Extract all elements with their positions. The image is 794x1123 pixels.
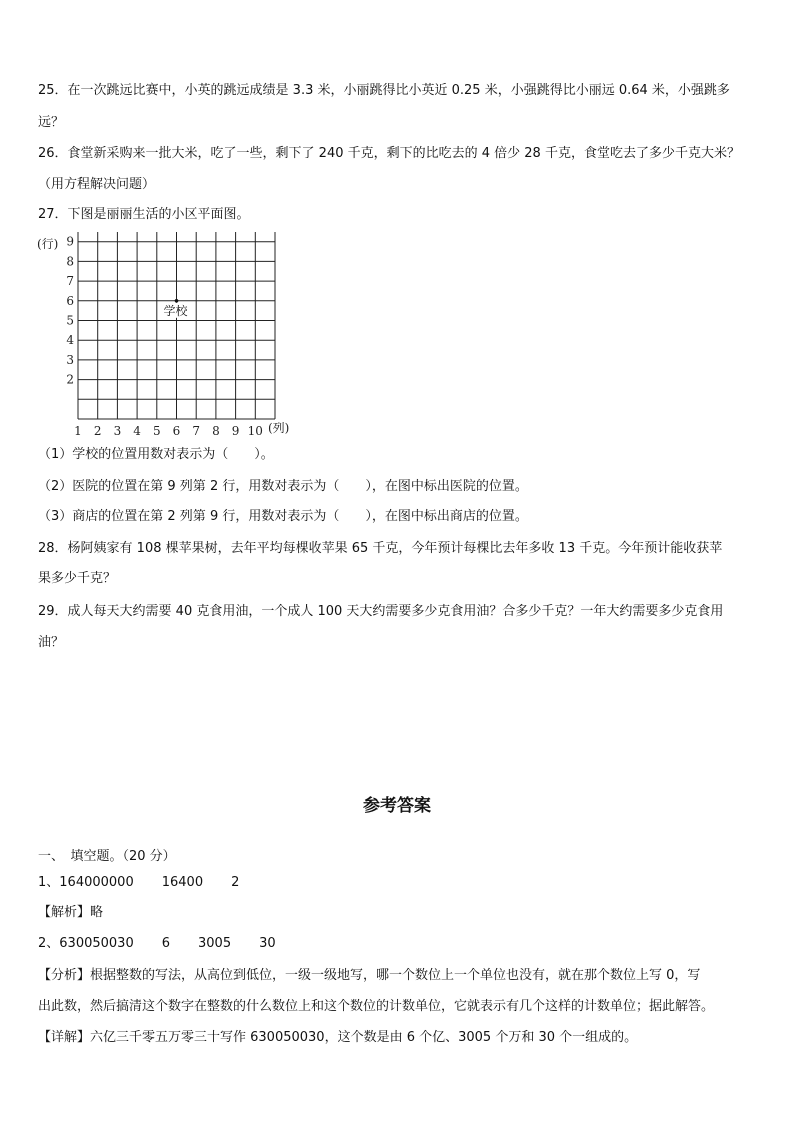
answer-1-value: 164000000 [59,875,134,890]
answer-2-value: 630050030 [59,936,134,951]
row-axis-label: (行) [37,237,59,251]
answer-1 [38,874,239,892]
col-tick-label: 10 [247,424,263,438]
q25-line1: 25．在一次跳远比赛中，小英的跳远成绩是 3.3 米，小丽跳得比小英近 0.25 米，小强跳得比小丽远 0.64 米，小强跳多 [38,83,730,98]
row-tick-label: 7 [66,274,74,289]
col-tick-label: 8 [212,424,220,438]
q28-line1: 28．杨阿姨家有 108 棵苹果树，去年平均每棵收苹果 65 千克，今年预计每棵比去年多收 13 千克。今年预计能收获苹 [38,541,723,556]
answers-title: 参考答案 [363,796,431,816]
q25-line2: 远？ [38,115,65,130]
answer-2-value: 6 [161,936,171,951]
answer-1-value: 2 [231,875,240,890]
answer-2-value: 30 [259,936,276,951]
col-tick-label: 5 [152,424,161,438]
row-tick-label: 9 [66,234,74,249]
col-axis-label: (列) [268,421,290,435]
q28-line2: 果多少千克？ [38,571,117,586]
answer-1-analysis: 【解析】略 [38,905,104,920]
col-tick-label: 4 [133,424,141,438]
q26-line2: （用方程解决问题） [38,177,156,192]
answer-1-label: 1、 [38,875,60,890]
col-tick-label: 2 [93,424,102,438]
row-tick-label: 4 [66,333,74,348]
col-tick-label: 7 [192,424,201,438]
q27-sub3: （3）商店的位置在第 2 列第 9 行，用数对表示为（ ），在图中标出商店的位置。 [38,509,528,524]
school-label: 学校 [163,303,188,318]
row-tick-label: 8 [66,254,74,269]
answer-2-value: 3005 [198,936,232,951]
answer-2-analysis-line1: 【分析】根据整数的写法，从高位到低位，一级一级地写，哪一个数位上一个单位也没有，就在那个数位上写 0，写 [38,968,701,983]
answer-2 [38,935,276,953]
q27-sub1: （1）学校的位置用数对表示为（ ）。 [38,447,274,462]
col-tick-label: 3 [113,424,122,438]
section1-heading: 一、 填空题。（20 分） [38,849,176,864]
col-tick-label: 1 [74,424,82,438]
q27-intro: 27．下图是丽丽生活的小区平面图。 [38,207,250,222]
row-tick-label: 3 [66,352,74,367]
q27-sub2: （2）医院的位置在第 9 列第 2 行，用数对表示为（ ），在图中标出医院的位置。 [38,479,528,494]
school-point [175,299,179,303]
answer-2-detail: 【详解】六亿三千零五万零三十写作 630050030，这个数是由 6 个亿、3005 个万和 30 个一组成的。 [38,1030,638,1045]
col-tick-label: 9 [231,424,240,438]
q29-line2: 油？ [38,635,65,650]
coordinate-grid-figure [30,232,300,442]
answer-1-value: 16400 [161,875,204,890]
row-tick-label: 5 [66,313,74,328]
row-tick-label: 6 [66,293,74,308]
row-tick-label: 2 [66,372,74,387]
grid-lines [78,232,275,419]
q29-line1: 29．成人每天大约需要 40 克食用油，一个成人 100 天大约需要多少克食用油？合多少千克？一年大约需要多少克食用 [38,604,724,619]
row-tick-labels [59,232,75,387]
col-tick-label: 6 [172,424,181,438]
answer-2-label: 2、 [38,936,60,951]
q26-line1: 26．食堂新采购来一批大米，吃了一些，剩下了 240 千克，剩下的比吃去的 4 倍少 28 千克，食堂吃去了多少千克大米？ [38,146,740,161]
answer-2-analysis-line2: 出此数，然后搞清这个数字在整数的什么数位上和这个数位的计数单位，它就表示有几个这样的计数单位；据此解答。 [38,999,715,1014]
col-tick-labels [74,424,263,438]
